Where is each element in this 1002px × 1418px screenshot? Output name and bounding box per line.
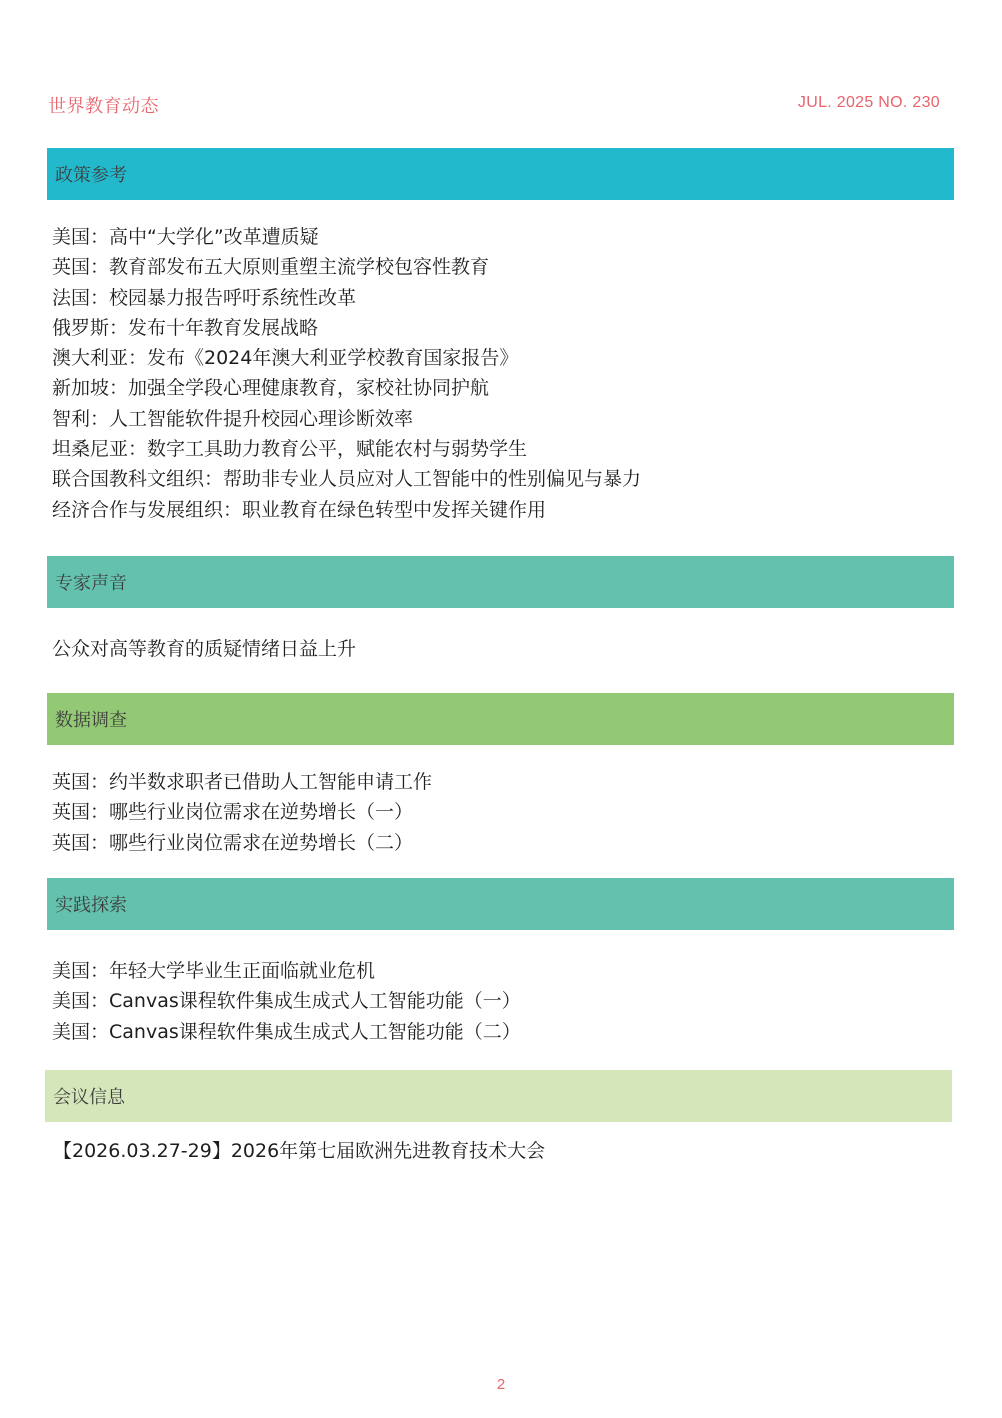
section-expert-voices (47, 556, 954, 664)
section-header (45, 1070, 952, 1122)
section-title: 实践探索 (55, 895, 127, 916)
section-header (47, 148, 954, 200)
issue-number: JUL. 2025 NO. 230 (797, 94, 940, 111)
article-link[interactable]: 经济合作与发展组织：职业教育在绿色转型中发挥关键作用 (52, 498, 547, 521)
section-conference (45, 1070, 952, 1166)
section-data-survey (47, 693, 954, 858)
page-number: 2 (496, 1376, 506, 1393)
article-link[interactable]: 法国：校园暴力报告呼吁系统性改革 (52, 286, 357, 309)
section-title: 专家声音 (55, 573, 127, 594)
article-link[interactable]: 美国：Canvas课程软件集成生成式人工智能功能（一） (52, 990, 521, 1013)
section-title: 会议信息 (53, 1087, 125, 1108)
article-link[interactable]: 【2026.03.27-29】2026年第七届欧洲先进教育技术大会 (53, 1140, 546, 1162)
article-link[interactable]: 联合国教科文组织：帮助非专业人员应对人工智能中的性别偏见与暴力 (52, 468, 642, 491)
section-header (47, 556, 954, 608)
article-link[interactable]: 英国：哪些行业岗位需求在逆势增长（一） (52, 801, 414, 824)
article-link[interactable]: 美国：高中“大学化”改革遭质疑 (52, 226, 319, 248)
section-policy (47, 148, 954, 525)
article-link[interactable]: 英国：教育部发布五大原则重塑主流学校包容性教育 (52, 256, 490, 279)
article-link[interactable]: 英国：约半数求职者已借助人工智能申请工作 (52, 771, 433, 793)
article-link[interactable]: 美国：年轻大学毕业生正面临就业危机 (52, 960, 376, 982)
section-title: 政策参考 (55, 165, 127, 186)
article-link[interactable]: 新加坡：加强全学段心理健康教育，家校社协同护航 (52, 377, 490, 400)
section-title: 数据调查 (55, 710, 127, 731)
section-practice (47, 878, 954, 1047)
article-link[interactable]: 智利：人工智能软件提升校园心理诊断效率 (52, 407, 414, 430)
section-header (47, 878, 954, 930)
article-link[interactable]: 坦桑尼亚：数字工具助力教育公平，赋能农村与弱势学生 (52, 438, 528, 461)
article-link[interactable]: 公众对高等教育的质疑情绪日益上升 (52, 638, 357, 660)
article-link[interactable]: 澳大利亚：发布《2024年澳大利亚学校教育国家报告》 (52, 347, 519, 370)
section-header (47, 693, 954, 745)
article-link[interactable]: 俄罗斯：发布十年教育发展战略 (52, 316, 319, 339)
article-link[interactable]: 美国：Canvas课程软件集成生成式人工智能功能（二） (52, 1020, 521, 1043)
article-link[interactable]: 英国：哪些行业岗位需求在逆势增长（二） (52, 831, 414, 854)
publication-title: 世界教育动态 (48, 96, 159, 117)
